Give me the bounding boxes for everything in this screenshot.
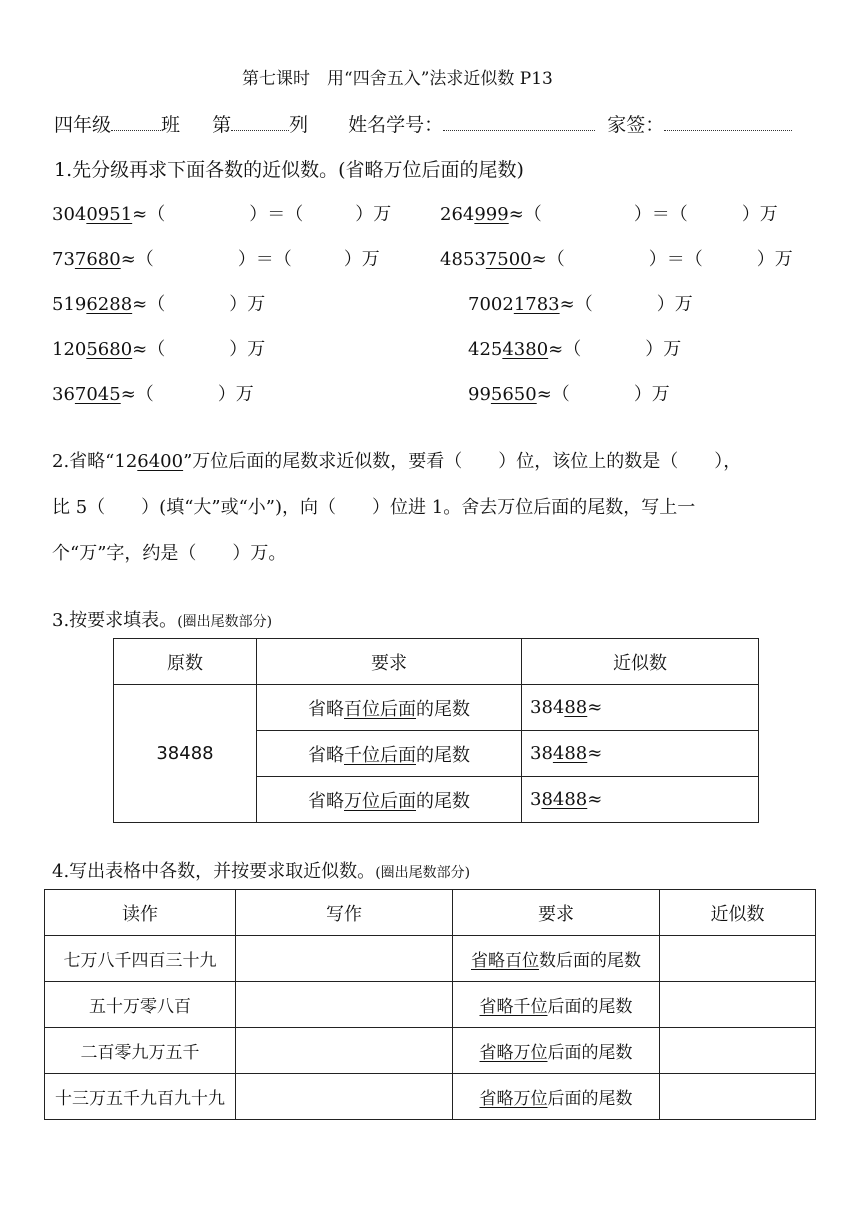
q1-item-7: 1205680≈（ ）万 — [52, 339, 266, 360]
q1-item-3: 737680≈（ ）＝（ ）万 — [52, 249, 380, 270]
name-label: 姓名学号： — [348, 114, 444, 136]
q4-row-2-write[interactable] — [236, 982, 453, 1028]
q1-item-6: 70021783≈（ ）万 — [468, 294, 693, 315]
q3-table — [113, 638, 759, 823]
q1-item-4: 48537500≈（ ）＝（ ）万 — [440, 249, 793, 270]
q1-stem: 1.先分级再求下面各数的近似数。(省略万位后面的尾数) — [54, 159, 524, 181]
class-blank[interactable] — [111, 116, 161, 131]
q2-line-3: 个“万”字，约是（ ）万。 — [52, 543, 287, 564]
q4-row-2-read: 五十万零八百 — [45, 982, 236, 1028]
q2-line-2: 比 5（ ）(填“大”或“小”)，向（ ）位进 1。舍去万位后面的尾数，写上一 — [52, 497, 696, 518]
q1-item-5: 5196288≈（ ）万 — [52, 294, 266, 315]
q3-header-approx: 近似数 — [522, 639, 759, 685]
page-title: 第七课时 用“四舍五入”法求近似数 P13 — [242, 69, 553, 89]
q3-stem: 3.按要求填表。(圈出尾数部分) — [52, 610, 273, 631]
q4-row-3-write[interactable] — [236, 1028, 453, 1074]
q4-row-3-read: 二百零九万五千 — [45, 1028, 236, 1074]
row-pre-label: 第 — [212, 114, 232, 136]
q3-header-requirement: 要求 — [257, 639, 522, 685]
class-label: 班 — [161, 114, 181, 136]
q3-row-1-answer[interactable]: 38488≈ — [522, 685, 759, 731]
student-info-line — [54, 110, 792, 137]
q4-header-requirement: 要求 — [453, 890, 660, 936]
q4-row-4-approx[interactable] — [660, 1074, 816, 1120]
q4-row-4-write[interactable] — [236, 1074, 453, 1120]
q4-row-3-approx[interactable] — [660, 1028, 816, 1074]
q4-header-approx: 近似数 — [660, 890, 816, 936]
q3-header-original: 原数 — [114, 639, 257, 685]
q3-row-1-requirement: 省略百位后面的尾数 — [257, 685, 522, 731]
q4-table — [44, 889, 816, 1120]
row-post-label: 列 — [289, 114, 309, 136]
sign-label: 家签： — [607, 114, 665, 136]
row-blank[interactable] — [231, 116, 289, 131]
q1-item-8: 4254380≈（ ）万 — [468, 339, 682, 360]
q4-row-1-requirement: 省略百位数后面的尾数 — [453, 936, 660, 982]
name-blank[interactable] — [443, 116, 595, 131]
q2-line-1: 2.省略“126400”万位后面的尾数求近似数，要看（ ）位，该位上的数是（ ）， — [52, 451, 742, 472]
q1-item-1: 3040951≈（ ）＝（ ）万 — [52, 204, 392, 225]
q4-row-2-requirement: 省略千位后面的尾数 — [453, 982, 660, 1028]
q4-row-4-read: 十三万五千九百九十九 — [45, 1074, 236, 1120]
q1-item-9: 367045≈（ ）万 — [52, 384, 254, 405]
q4-row-1-approx[interactable] — [660, 936, 816, 982]
sign-blank[interactable] — [664, 116, 792, 131]
q3-original-number: 38488 — [114, 685, 257, 823]
q3-row-2-answer[interactable]: 38488≈ — [522, 731, 759, 777]
q4-row-1-write[interactable] — [236, 936, 453, 982]
q4-row-1-read: 七万八千四百三十九 — [45, 936, 236, 982]
q4-header-read: 读作 — [45, 890, 236, 936]
q4-row-2-approx[interactable] — [660, 982, 816, 1028]
q1-item-2: 264999≈（ ）＝（ ）万 — [440, 204, 778, 225]
q3-row-3-answer[interactable]: 38488≈ — [522, 777, 759, 823]
q4-header-write: 写作 — [236, 890, 453, 936]
q4-row-4-requirement: 省略万位后面的尾数 — [453, 1074, 660, 1120]
q1-item-10: 995650≈（ ）万 — [468, 384, 670, 405]
grade-label: 四年级 — [54, 114, 112, 136]
q4-stem: 4.写出表格中各数，并按要求取近似数。(圈出尾数部分) — [52, 861, 471, 882]
q3-row-2-requirement: 省略千位后面的尾数 — [257, 731, 522, 777]
q3-row-3-requirement: 省略万位后面的尾数 — [257, 777, 522, 823]
q4-row-3-requirement: 省略万位后面的尾数 — [453, 1028, 660, 1074]
